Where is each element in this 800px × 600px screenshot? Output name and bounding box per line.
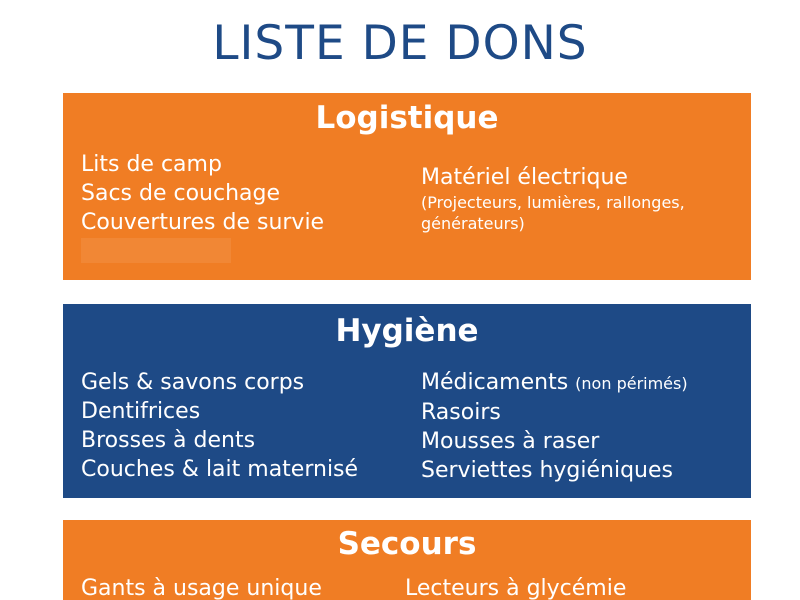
list-item: Couches & lait maternisé <box>81 457 359 482</box>
section-title: Logistique <box>315 100 499 136</box>
list-item <box>421 368 688 398</box>
faded-placeholder <box>81 238 231 263</box>
list-item: Rasoirs <box>421 400 501 425</box>
list-item: Sacs de couchage <box>81 181 281 206</box>
section-title: Hygiène <box>335 313 479 349</box>
list-item: Brosses à dents <box>81 428 256 453</box>
list-item: Serviettes hygiéniques <box>421 458 673 483</box>
right-item-list <box>421 368 688 485</box>
left-item-list <box>81 150 324 237</box>
item-note: (Projecteurs, lumières, rallonges, générateurs) <box>421 193 685 233</box>
list-item: Mousses à raser <box>421 429 600 454</box>
section-secours <box>63 520 751 600</box>
left-item-list <box>81 368 358 484</box>
list-item: Couvertures de survie <box>81 210 325 235</box>
list-item: Gants à usage unique <box>81 576 322 600</box>
left-item-list <box>81 574 322 600</box>
right-item-list <box>421 163 721 234</box>
list-item <box>421 163 721 234</box>
list-item: Lecteurs à glycémie <box>405 576 627 600</box>
item-label: Médicaments <box>421 370 569 395</box>
right-item-list <box>405 574 626 600</box>
page-title: LISTE DE DONS <box>212 16 588 71</box>
item-label: Matériel électrique <box>421 165 628 190</box>
list-item: Gels & savons corps <box>81 370 305 395</box>
item-note: (non périmés) <box>575 374 688 393</box>
section-logistique <box>63 93 751 280</box>
list-item: Dentifrices <box>81 399 201 424</box>
section-title: Secours <box>337 526 477 562</box>
list-item: Lits de camp <box>81 152 222 177</box>
section-hygiene <box>63 304 751 498</box>
